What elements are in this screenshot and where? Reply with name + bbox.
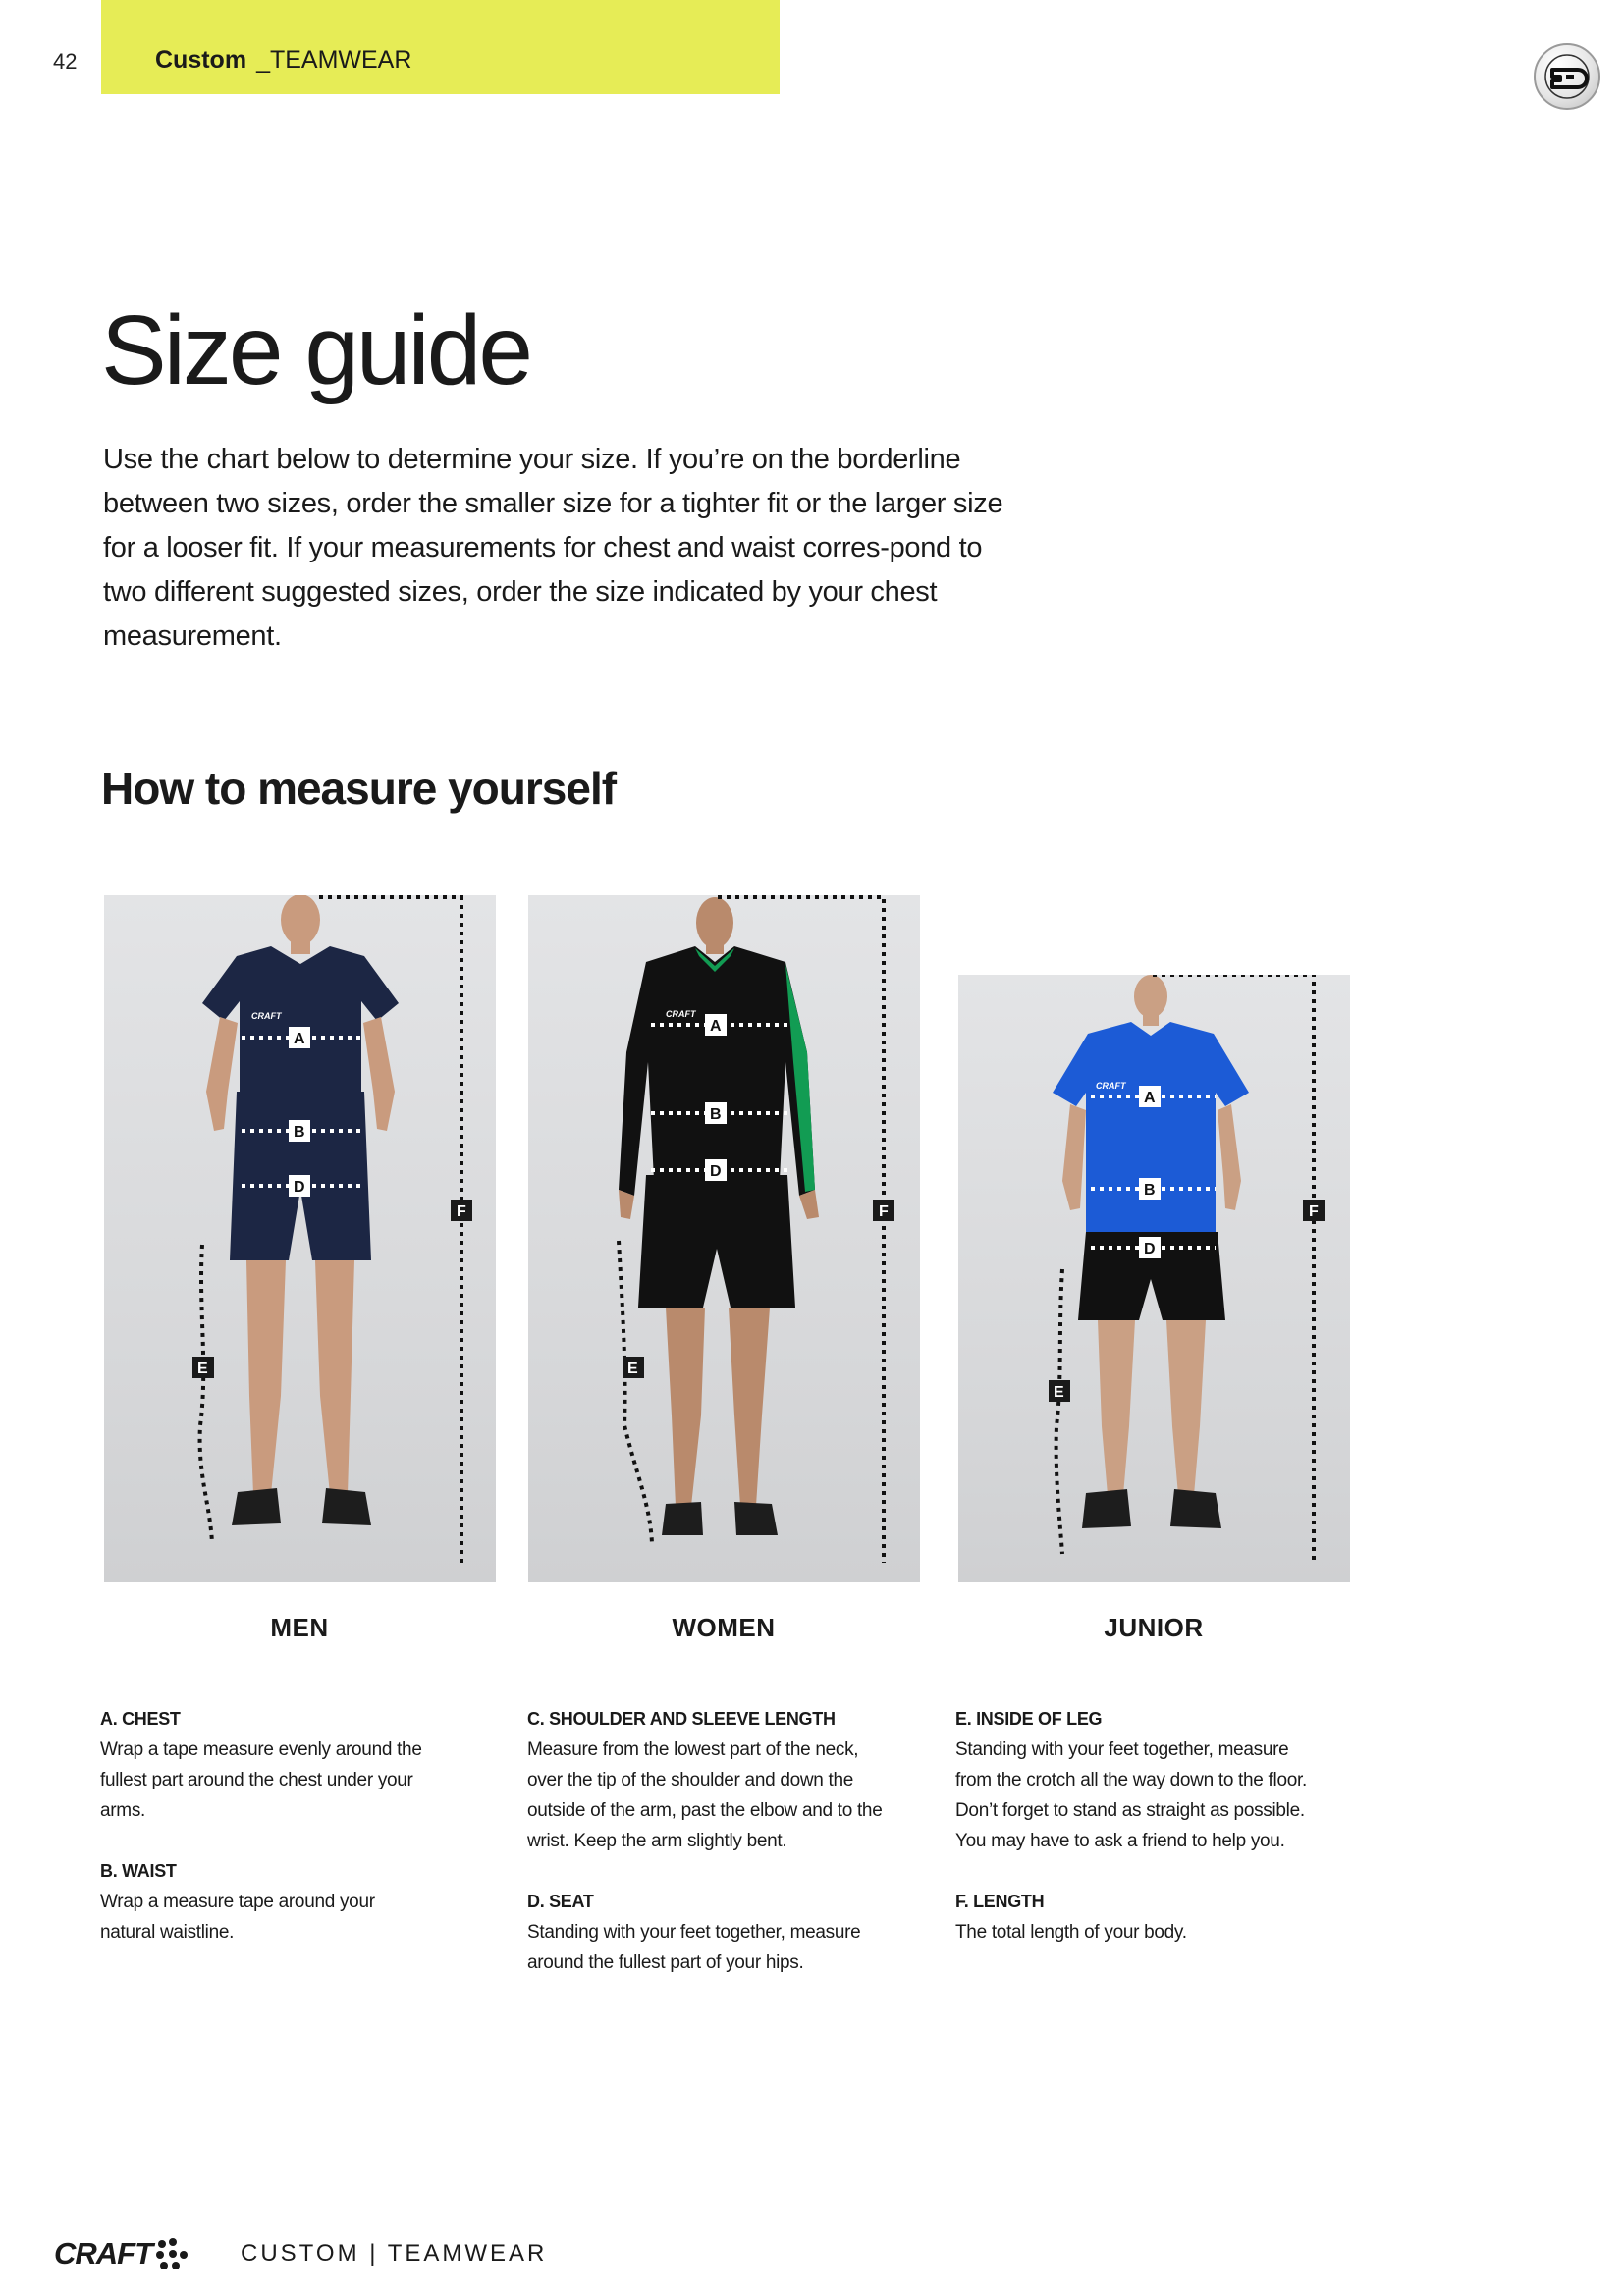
svg-text:D: D xyxy=(710,1163,722,1180)
measurement-text: outside of the arm, past the elbow and to the xyxy=(527,1800,883,1821)
svg-text:CRAFT: CRAFT xyxy=(1096,1081,1126,1091)
svg-text:A: A xyxy=(294,1031,305,1047)
women-figure-photo xyxy=(528,895,920,1582)
men-figure-illustration xyxy=(104,895,496,1582)
measurement-heading: B. WAIST xyxy=(100,1861,177,1881)
men-figure-photo xyxy=(104,895,496,1582)
measurement-heading: C. SHOULDER AND SLEEVE LENGTH xyxy=(527,1709,836,1729)
svg-text:CRAFT: CRAFT xyxy=(251,1011,282,1021)
svg-text:B: B xyxy=(294,1124,305,1141)
measurement-text: arms. xyxy=(100,1800,146,1821)
svg-text:A: A xyxy=(710,1018,722,1035)
caption-junior: JUNIOR xyxy=(1104,1613,1204,1642)
craft-logo-wordmark: CRAFT xyxy=(54,2236,153,2270)
measurement-text: You may have to ask a friend to help you. xyxy=(955,1831,1285,1851)
women-figure-illustration xyxy=(528,895,920,1582)
section-header-band xyxy=(101,0,780,94)
measurement-text: from the crotch all the way down to the floor. xyxy=(955,1770,1307,1790)
svg-text:F: F xyxy=(1309,1203,1319,1220)
measurement-text: Standing with your feet together, measure xyxy=(527,1922,861,1943)
measurement-heading: E. INSIDE OF LEG xyxy=(955,1709,1103,1729)
measurement-waist xyxy=(100,1856,503,1948)
measurement-column-1 xyxy=(100,1704,503,1978)
measurement-chest xyxy=(100,1704,503,1826)
measurement-text: The total length of your body. xyxy=(955,1922,1187,1943)
craft-logo xyxy=(54,2236,189,2271)
svg-text:D: D xyxy=(1144,1241,1156,1257)
section-subtitle: How to measure yourself xyxy=(101,763,617,814)
measurement-column-2 xyxy=(527,1704,930,2008)
measurement-text: Measure from the lowest part of the neck, xyxy=(527,1739,859,1760)
measurement-text: Wrap a tape measure evenly around the xyxy=(100,1739,422,1760)
measurement-text: around the fullest part of your hips. xyxy=(527,1952,804,1973)
measurement-text: Standing with your feet together, measure xyxy=(955,1739,1289,1760)
measurement-heading: D. SEAT xyxy=(527,1892,594,1911)
junior-figure-photo xyxy=(958,975,1350,1582)
page-number: 42 xyxy=(53,49,78,74)
measurement-seat xyxy=(527,1887,930,1978)
craft-dots-icon xyxy=(156,2238,189,2269)
measurement-text: Don’t forget to stand as straight as possible. xyxy=(955,1800,1305,1821)
svg-text:E: E xyxy=(1054,1384,1064,1401)
footer-label: CUSTOM | TEAMWEAR xyxy=(241,2240,548,2267)
svg-text:B: B xyxy=(710,1106,722,1123)
svg-text:E: E xyxy=(627,1361,638,1377)
gd-monogram-icon xyxy=(1534,43,1600,110)
measurement-text: natural waistline. xyxy=(100,1922,235,1943)
svg-text:F: F xyxy=(879,1203,889,1220)
measurement-text: over the tip of the shoulder and down the xyxy=(527,1770,854,1790)
svg-text:A: A xyxy=(1144,1090,1156,1106)
measurement-column-3 xyxy=(955,1704,1358,1978)
svg-text:D: D xyxy=(294,1179,305,1196)
measurement-inside-leg xyxy=(955,1704,1358,1856)
page-title: Size guide xyxy=(101,295,530,405)
measurement-heading: F. LENGTH xyxy=(955,1892,1045,1911)
measurement-heading: A. CHEST xyxy=(100,1709,181,1729)
gd-monogram-svg xyxy=(1543,52,1592,101)
measurement-shoulder-sleeve xyxy=(527,1704,930,1856)
measurement-text: fullest part around the chest under your xyxy=(100,1770,413,1790)
measurement-text: wrist. Keep the arm slightly bent. xyxy=(527,1831,787,1851)
section-label-bold: Custom xyxy=(155,46,247,74)
measurement-text: Wrap a measure tape around your xyxy=(100,1892,375,1912)
svg-text:CRAFT: CRAFT xyxy=(666,1009,696,1019)
section-label-rest: _TEAMWEAR xyxy=(256,46,412,74)
svg-text:F: F xyxy=(457,1203,466,1220)
junior-figure-illustration xyxy=(958,975,1350,1582)
svg-text:E: E xyxy=(197,1361,208,1377)
svg-text:B: B xyxy=(1144,1182,1156,1199)
caption-men: MEN xyxy=(270,1613,329,1642)
section-label xyxy=(155,46,411,75)
caption-women: WOMEN xyxy=(672,1613,776,1642)
intro-paragraph: Use the chart below to determine your size. If you’re on the borderline between two sizes, order the smaller size for a tighter fit or the larger size for a looser fit. If your measurements for chest and waist corres-pond to two different suggested sizes, order the size indicated by your chest measurement. xyxy=(103,444,1003,652)
measurement-length xyxy=(955,1887,1358,1948)
